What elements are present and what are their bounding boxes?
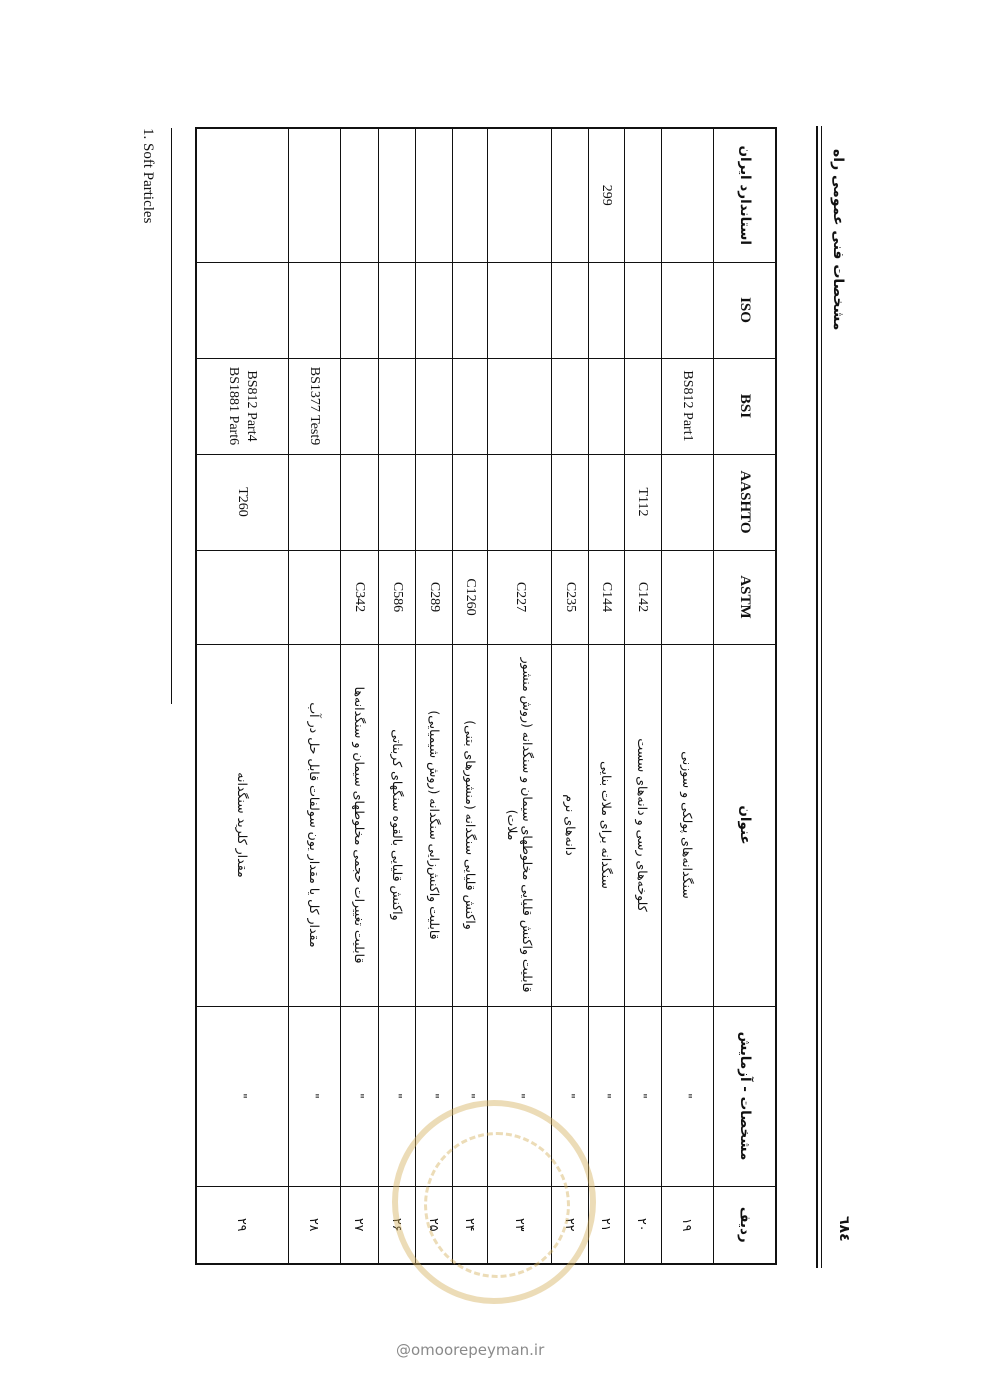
cell-aashto [378,454,415,550]
table-row [416,128,453,1264]
cell-astm: C586 [378,550,415,644]
cell-iso [196,262,288,358]
cell-bsi [341,358,378,454]
watermark-site: @omoorepeyman.ir [396,1341,545,1359]
cell-iran [196,128,288,262]
cell-astm: C144 [589,550,624,644]
cell-iran: 299 [589,128,624,262]
cell-title: دانه‌های نرم [552,644,589,1006]
col-header-spec: مشخصات - آزمایش [714,1006,776,1186]
cell-row: ۲۷ [341,1186,378,1264]
cell-iso [341,262,378,358]
footnote: 1. Soft Particles [140,128,156,224]
cell-bsi [378,358,415,454]
cell-iso [488,262,552,358]
cell-astm: C142 [624,550,661,644]
cell-spec: " [661,1006,714,1186]
cell-title: مقدار کل یا مقدار یون سولفات قابل حل در آب [288,644,341,1006]
table-row [341,128,378,1264]
cell-bsi [624,358,661,454]
table-row [488,128,552,1264]
running-title: مشخصات فنی عمومی راه [830,148,846,330]
table-row [589,128,624,1264]
table-row [552,128,589,1264]
cell-row: ۲۱ [589,1186,624,1264]
cell-iran [288,128,341,262]
cell-iran [378,128,415,262]
cell-bsi: BS1377 Test9 [288,358,341,454]
col-header-iso: ISO [714,262,776,358]
cell-iso [552,262,589,358]
watermark-seal-text [450,1140,570,1260]
cell-spec: " [416,1006,453,1186]
cell-title: سنگدانه‌های پولکی و سوزنی [661,644,714,1006]
cell-row: ۲۴ [453,1186,488,1264]
cell-astm: C1260 [453,550,488,644]
cell-title: واکنش قلیایی بالقوه سنگهای کربناتی [378,644,415,1006]
cell-bsi: BS812 Part4 BS1881 Part6 [196,358,288,454]
table-row [624,128,661,1264]
cell-spec: " [552,1006,589,1186]
cell-aashto [416,454,453,550]
cell-title: کلوخه‌های رسی و دانه‌های سست [624,644,661,1006]
cell-iran [552,128,589,262]
table-row [661,128,714,1264]
cell-bsi [488,358,552,454]
table-row [378,128,415,1264]
header-rule [816,126,818,1268]
cell-aashto [341,454,378,550]
col-header-astm: ASTM [714,550,776,644]
cell-title: واکنش قلیایی سنگدانه (منشورهای بتنی) [453,644,488,1006]
cell-bsi: BS812 Part1 [661,358,714,454]
table-row [288,128,341,1264]
cell-row: ۲۵ [416,1186,453,1264]
cell-iso [624,262,661,358]
cell-bsi [589,358,624,454]
cell-iso [288,262,341,358]
cell-iran [488,128,552,262]
cell-iran [624,128,661,262]
cell-iran [453,128,488,262]
header-rule-thin [821,126,822,1268]
cell-iso [378,262,415,358]
cell-title: قابلیت واکنش‌زایی سنگدانه (روش شیمیایی) [416,644,453,1006]
cell-bsi [416,358,453,454]
cell-title: قابلیت واکنش قلیایی مخلوطهای سیمان و سنگدانه (روش منشور ملات) [488,644,552,1006]
cell-row: ۲۳ [488,1186,552,1264]
cell-spec: " [341,1006,378,1186]
cell-astm [288,550,341,644]
cell-title: سنگدانه برای ملات بنایی [589,644,624,1006]
cell-title: قابلیت تغییرات حجمی مخلوطهای سیمان و سنگدانه‌ها [341,644,378,1006]
cell-row: ۱۹ [661,1186,714,1264]
cell-aashto [589,454,624,550]
cell-spec: " [378,1006,415,1186]
cell-bsi [552,358,589,454]
cell-bsi [453,358,488,454]
col-header-title: عنوان [714,644,776,1006]
cell-spec: " [288,1006,341,1186]
cell-astm: C227 [488,550,552,644]
col-header-iran: استاندارد ایران [714,128,776,262]
cell-aashto [288,454,341,550]
table-header-row [714,128,776,1264]
col-header-row: ردیف [714,1186,776,1264]
cell-iran [341,128,378,262]
cell-spec: " [624,1006,661,1186]
cell-iso [453,262,488,358]
cell-iran [416,128,453,262]
page-number: ٦٨٤ [836,1216,852,1242]
cell-astm [196,550,288,644]
cell-row: ۲۸ [288,1186,341,1264]
cell-astm: C235 [552,550,589,644]
cell-spec: " [196,1006,288,1186]
cell-row: ۲۲ [552,1186,589,1264]
cell-iran [661,128,714,262]
cell-spec: " [453,1006,488,1186]
standards-table [195,127,777,1263]
cell-iso [661,262,714,358]
cell-aashto [661,454,714,550]
cell-aashto: T112 [624,454,661,550]
cell-row: ۲۶ [378,1186,415,1264]
cell-aashto [552,454,589,550]
cell-aashto: T260 [196,454,288,550]
cell-astm: C342 [341,550,378,644]
cell-spec: " [589,1006,624,1186]
cell-aashto [488,454,552,550]
cell-spec: " [488,1006,552,1186]
col-header-aashto: AASHTO [714,454,776,550]
cell-astm: C289 [416,550,453,644]
cell-aashto [453,454,488,550]
cell-iso [416,262,453,358]
cell-row: ۲۹ [196,1186,288,1264]
table-row [453,128,488,1264]
table-row [196,128,288,1264]
cell-iso [589,262,624,358]
col-header-bsi: BSI [714,358,776,454]
cell-astm [661,550,714,644]
cell-title: مقدار کلرید سنگدانه [196,644,288,1006]
cell-row: ۲۰ [624,1186,661,1264]
footnote-rule [171,128,172,704]
